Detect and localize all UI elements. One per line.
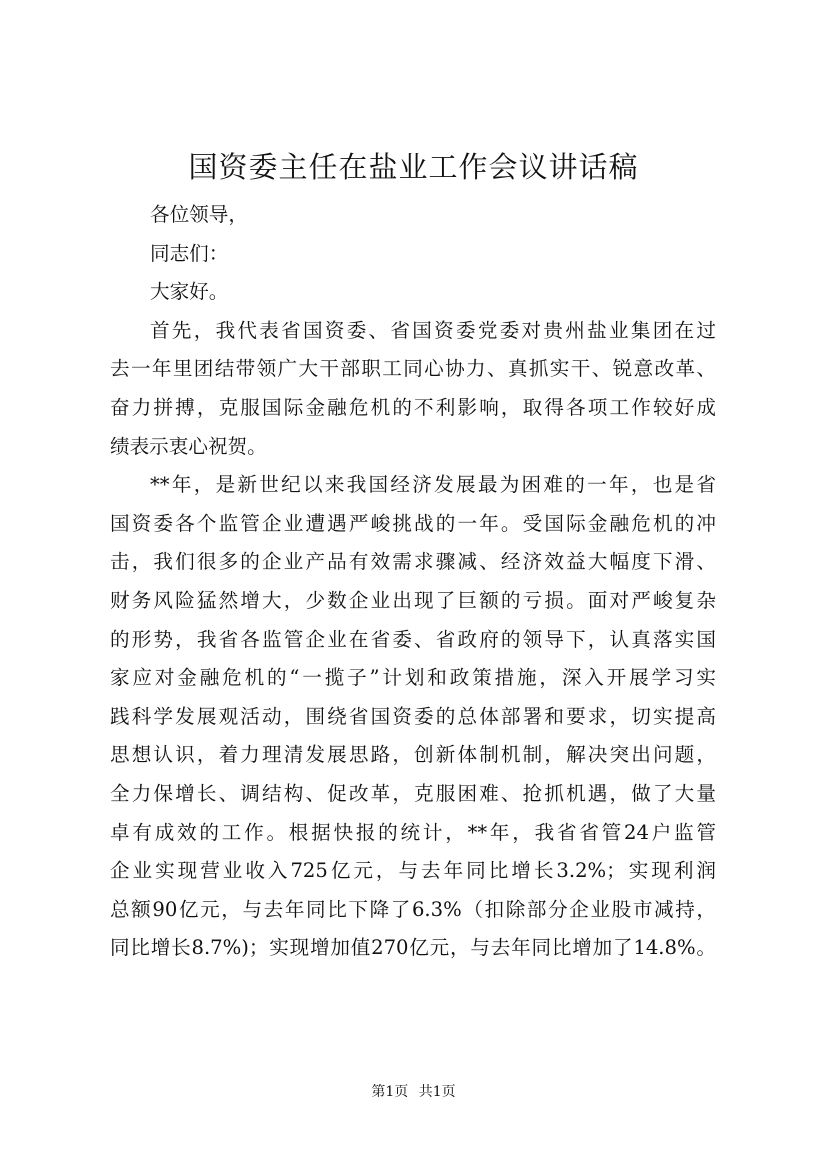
text-line: 大家好。 [150, 280, 229, 304]
text-line: 同比增长8.7%)；实现增加值270亿元，与去年同比增加了14.8%。 [110, 936, 716, 960]
text-line: 卓有成效的工作。根据快报的统计，**年，我省省管24户监管 [110, 820, 716, 844]
page-total: 共1页 [418, 1084, 456, 1100]
text-line: 各位领导， [150, 203, 248, 226]
text-line: 践科学发展观活动，围绕省国资委的总体部署和要求，切实提高 [110, 704, 716, 728]
text-line: 家应对金融危机的“一揽子”计划和政策措施，深入开展学习实 [110, 666, 716, 690]
text-line: 的形势，我省各监管企业在省委、省政府的领导下，认真落实国 [110, 627, 716, 651]
text-line: 国资委各个监管企业遭遇严峻挑战的一年。受国际金融危机的冲 [110, 511, 716, 535]
page-number: 第1页 [371, 1084, 409, 1100]
text-line: 总额90亿元，与去年同比下降了6.3%（扣除部分企业股市减持， [110, 897, 716, 921]
text-line: 全力保增长、调结构、促改革，克服困难、抢抓机遇，做了大量 [110, 781, 716, 805]
page-footer [0, 1082, 827, 1102]
document-body [110, 196, 716, 968]
text-line: 首先，我代表省国资委、省国资委党委对贵州盐业集团在过 [150, 318, 716, 342]
text-line: 企业实现营业收入725亿元，与去年同比增长3.2%；实现利润 [110, 859, 716, 883]
document-title: 国资委主任在盐业工作会议讲话稿 [188, 150, 639, 184]
text-line: **年，是新世纪以来我国经济发展最为困难的一年，也是省 [150, 473, 716, 497]
text-line: 去一年里团结带领广大干部职工同心协力、真抓实干、锐意改革、 [110, 357, 716, 381]
text-line: 财务风险猛然增大，少数企业出现了巨额的亏损。面对严峻复杂 [110, 588, 716, 612]
text-line: 击，我们很多的企业产品有效需求骤减、经济效益大幅度下滑、 [110, 550, 716, 574]
text-line: 思想认识，着力理清发展思路，创新体制机制，解决突出问题， [110, 743, 716, 767]
text-line: 同志们： [150, 241, 229, 265]
text-line: 绩表示衷心祝贺。 [110, 434, 267, 458]
text-line: 奋力拼搏，克服国际金融危机的不利影响，取得各项工作较好成 [110, 395, 716, 419]
